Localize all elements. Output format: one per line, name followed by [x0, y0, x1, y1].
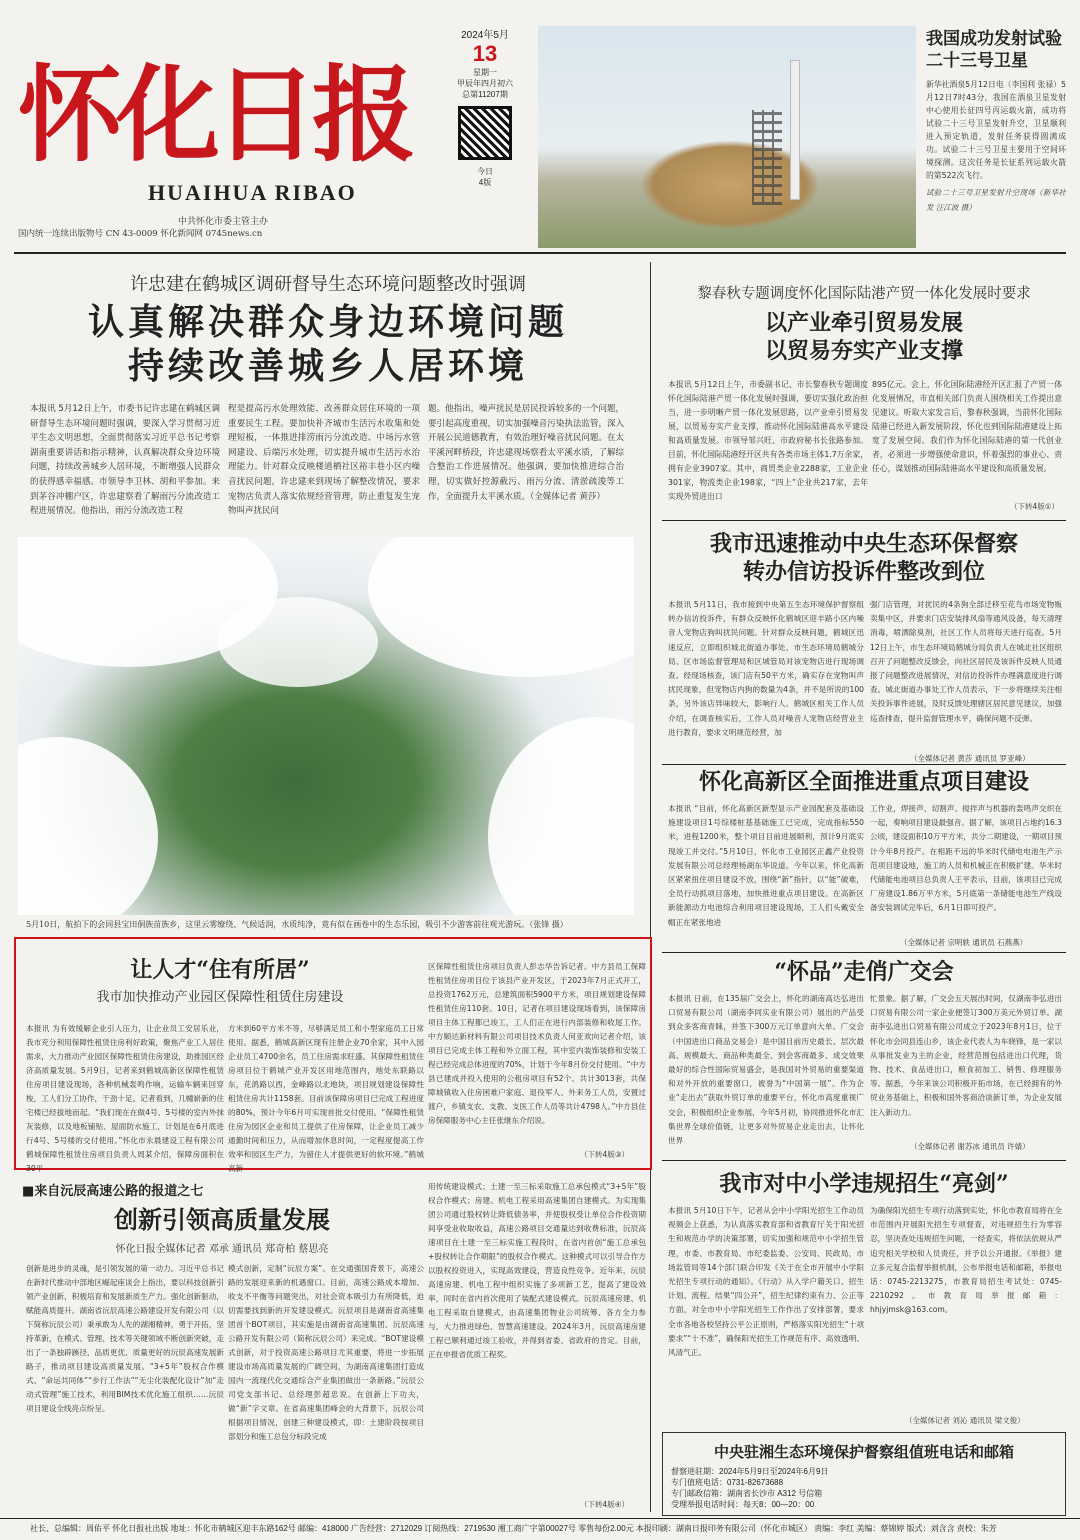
- cloud: [18, 737, 158, 915]
- talent-col2: 方米到60平方米不等，尽够满足员工和小型家庭员工日常使用。据悉，鹤城高新区现有注册企业70余家，其中入园企业员工4700余名，员工住房需求旺盛。其保障性租赁住房项目位于鹤城产业开发区用地范围内，地处东联路以东，花鸽路以西，金峰路以北地块，项目规划建设保障性租赁住房共计1158套。目前该保障房项目已完成工程进度的80%，预计今年6月可实现首批交付使用。“保障性租赁住房为园区企业和员工提供了住房保障，让企业员工减少通勤时间和压力，从而增加休息时间，一定程度提高工作效率和园区生产力，为留住人才提供更好的软环境。”鹤城高新: [228, 1024, 424, 1173]
- highway-col3: 用传统建设模式；土建一至三标采取施工总承包模式“3+5年”股权合作模式；房建、机电工程采用高速集团自建模式。为实现集团公司通过股权转让降低债务率，并使股权受让单位合作投资期间享受业收取收益，高速公路项目交通量达到收费标准，沅辰高速项目在土建一至三标实施工程段时，在省内首创“施工总承包+股权转让合作期限”的股权合作模式。这种模式可以引导合作方以股权投资进入，实现高效建设，营造良性竞争。近年来，沅辰高速房建、机电工程中组织实施了多项新工艺，提高了建设效率，同时在省内首次使用了装配式建设模式。沅辰高速房建、机电工程采取自建模式，由高速集团物业公司统筹、各方全力参与，大力推进绿色、智慧高速建设。2024年3月，沅辰高速房建工程已顺利通过竣工验收，并得到省委、省政府的肯定。目前，正在申报省优质工程奖。: [428, 1182, 646, 1359]
- divider: [662, 520, 1066, 521]
- masthead: [18, 20, 458, 240]
- cantonfair-col2: 忙景象。据了解，广交会五天展出时间，仅湖南李弘进出口贸易有限公司一家企业便签订300万美元外贸订单。湖南李弘进出口贸易有限公司成立于2023年8月1日，位于怀化市会同县连山乡，该企业代表人为车晓锋，是一家以从事批发业为主的企业，经营范围包括进出口代理，货物、技术、食品进出口，粮食初加工、销售、修理服务等。据悉，今年来该公司积极开拓市场，在已经拥有的外贸业务基础上，积极和国外客商洽谈新订单，为企业发展注入新动力。: [870, 994, 1062, 1117]
- petition-col1: 本报讯 5月11日，我市接到中央第五生态环境保护督察组转办信访投诉件，有群众反映怀化鹤城区迎丰路小区内噪音人宠物店狗叫扰民问题。针对群众反映问题，鹤城区迅速反应，立即组织城北街道办事处、市生态环境局鹤城分局、区市场监督管理局和区城管局对该宠物店进行现场调查。经现场核查，该门店有50平方米，确实存在宠物叫声扰民现象，但宠物店内狗的数量为4条，并不是所说的100条，另外该店异味较大，影响行人。鹤城区相关工作人员介绍，在调查核实后，工作人员对噪音人宠物店经营业主进行教育，要求文明规范经营，加: [668, 600, 864, 737]
- enroll-col1: 本报讯 5月10日下午，记者从会中小学阳光招生工作动员视频会上获悉，为认真落实教育部和省教育厅关于阳光招生和规范办学的决策部署，切实加强和规范中小学招生管理，市委、市教育局、市纪委监委、公安局、民政局、市场监管局等14个部门联合印发《关于在全市开展中小学阳光招生专项行动的通知》。《行动》从入学户籍关口、招生计划、流程、结果“四公开”，招生纪律约束有力、公正等方面，对全市中小学阳光招生工作作出了安排部署，要求全市各地各校坚持公平公正原则，严格落实阳光招生“十项要求”“十不准”，确保阳光招生工作规范有序、高效透明、风清气正。: [668, 1206, 864, 1358]
- sponsor-line: 中共怀化市委主管主办: [178, 217, 269, 227]
- issue-number: 总第11207期: [462, 90, 508, 99]
- trade-col2: 895亿元。会上，怀化国际陆港经开区汇报了产贸一体化发展情况，市直相关部门负责人围绕相关工作提出意见建议。听取大家发言后，黎春秋强调，当前怀化国际陆港已经进入新发展阶段，怀化也到国际陆港建设上拓宽了发展空间。我们作为怀化国际陆港的第一代创业者，必须进一步增强使命意识，怀着强烈的事业心、责任心，谋划推动国际陆港高水平建设和高质量发展。: [872, 380, 1062, 473]
- petition-col2: 强门店管理，对扰民的4条狗全部迁移至花鸟市场宠物贩卖集中区，并要求门店安装排风扇等通风设备，每天清理消毒，喷洒除臭剂，社区工作人员将每天进行巡查。5月12日上午，市生态环境局鹤城分局负责人在城北社区组织召开了问题整改反馈会，向社区居民及该诉件反映人员通报了问题整改进展情况，对信访投诉件办理满意度进行调查。城北街道办事处工作人员表示，下一步将继续关注相关投诉事件进展，及时反馈处理辖区居民意见建议，加强巡查排查，提升监督管理水平，确保问题不反弹。: [870, 600, 1062, 723]
- rocket-icon: [790, 60, 800, 200]
- enroll-col2: 为确保阳光招生专项行动落到实处，怀化市教育局将在全市范围内开展阳光招生专项督查，对违规招生行为零容忍，坚决查处违规招生问题，一经查实，将依法依规从严追究相关学校和人员责任，并予以公开通报。《举报》建立多元复合监督举报机制，公布举报电话和邮箱，举报电话：0745-2213275，市教育局招生考试处：0745-2210292。市教育局举报邮箱：hhjyjmsk@163.com。: [870, 1206, 1062, 1315]
- satellite-title: 我国成功发射试验二十三号卫星: [926, 29, 1062, 71]
- satellite-caption: 试验二十三号卫星发射升空现场（新华社发 汪江波 摄）: [926, 188, 1066, 212]
- cantonfair-byline: （全媒体记者 谢苏冰 通讯员 许婧）: [910, 1142, 1030, 1151]
- pages-count: 4版: [478, 178, 492, 187]
- photo-caption: 5月10日，航拍下的会同县宝田侗族苗族乡，这里云雾缭绕、气候适润，水质纯净，竟有似在画卷中的生态乐园，吸引不少游客前往观光游玩。（张锋 摄）: [26, 920, 568, 929]
- trade-kicker: 黎春秋专题调度怀化国际陆港产贸一体化发展时要求: [697, 286, 1031, 302]
- notice-line3: 专门邮政信箱：湖南省长沙市 A312 号信箱: [671, 1489, 823, 1498]
- cantonfair-col1: 本报讯 日前，在135届广交会上，怀化的湖南高达弘进出口贸易有限公司（湖南李同实业有限公司）展出的产品受到众多客商青睐，并签下300万元订单意向大单。广交会（中国进出口商品交易会）是中国目前历史最长、层次最高、规模最大、商品种类最全、到会客商最多、成交效果最好的综合性国际贸易盛会，是我国对外贸易的重要渠道和对外开放的重要窗口，被誉为“中国第一展”。作为企业“走出去”获取外贸订单的重要平台，怀化市高度重视广交会，积极组织企业参展，今年5月初，协同推进怀化市汇集世界全球价值链，让更多对外贸易企业走出去，让怀化世界: [668, 994, 864, 1146]
- trade-col1: 本报讯 5月12日上午，市委副书记、市长黎春秋专题调度怀化国际陆港产贸一体化发展时强调，要切实强化政治担当，进一步明晰产贸一体化发展思路，以产业牵引贸易发展，以贸易夯实产业支撑，推动怀化国际陆港高水平建设和高质量发展。市领导邹兴旺、市政府秘书长张路参加。目前，怀化国际陆港经开区共有各类市场主体1.7万余家，拥有企业3907家。其中，商贸类企业2288家，工业企业301家，物流类企业198家，“四上”企业共217家，去年实现外贸进出口: [668, 380, 868, 501]
- date-year-month: 2024年5月: [461, 30, 509, 41]
- newspaper-logo: 怀化日报: [18, 53, 411, 176]
- highway-byline: 怀化日报全媒体记者 邓承 通讯员 郑奇柏 蔡思亮: [115, 1244, 329, 1255]
- talent-col3: 区保障性租赁住房项目负责人彭志华告诉记者。中方县员工保障性租赁住房项目位于该县产业开发区，于2023年7月正式开工，总投资1762万元，总建筑面积5900平方米，项目规划建设保障性租赁住房110套。10日，记者在项目建设现场看到，该保障房项目主体工程都已竣工，工人们正在进行内部装修和收尾工作。中方顺达新材料有限公司项目技术负责人何亚欢向记者介绍，该项目已完成主体工程和外立面工程，其中室内装饰装修和安装工程已经完成总体进度的70%，计划于今年8月份交付使用。“中方县已建成并投入使用的公租房项目有52个、共计3013套，共保障城镇收入住房困难户家庭、退役军人、外来务工人员，安置过渡户，乡镇支农、支教、支医工作人员等共计4798人。”中方县住房保障服务中心主任张继东介绍说。: [428, 962, 646, 1125]
- publication-number: 国内统一连续出版物号 CN 43-0009 怀化新闻网 0745news.cn: [18, 229, 263, 239]
- lead-col3: 题。他指出，噪声扰民是居民投诉较多的一个问题，要引起高度重视，切实加强噪音污染执法监管，深入开展公民道德教育，有效治理好噪音扰民问题。在太平溪河畔桥段，许忠建现场察看太平溪水质，了解综合整治工作进展情况。他强调，要加快推进综合治理，切实做好控源截污、雨污分流、清淤疏浚等工作，全面提升太平溪水质。（全媒体记者 黄莎）: [428, 404, 624, 502]
- gaoxin-col1: 本报讯 “目前，怀化高新区新型显示产业园配套及基础设施建设项目1号综楼桩基基础施工已完成，完成指标550米，进程1200米，整个项目目前进展顺利，预计9月底实现竣工并交付。”5月10日，怀化市工业园区正鑫产业投资发展有限公司总经理杨湖东华说道。今年以来，怀化高新区紧紧扭住项目建设不放，围绕“新”指针，以“能”破难，全员行动抓项目落地，加快推进重点项目建设。在高新区新能源动力电池综合利用项目建设现场，工人们头戴安全帽正在紧张地进: [668, 804, 864, 927]
- highway-col1: 创新是进步的灵魂，是引领发展的第一动力。习近平总书记在新时代推动中部地区崛起座谈会上指出，要以科技创新引领产业创新，积极培育和发展新质生产力。强化创新驱动，赋能高质提升。湖南省沅辰高速公路建设开发有限公司（以下简称沅辰公司）秉承敢为人先的湖湘精神，勇于开拓，坚持革新，在模式、管理、技术等关键领域不断创新突破，走出了一条独辟蹊径、品质更优、质量更好的沅辰高速发展新路子，推动项目建设高质量发展。“3+5年”股权合作模式、“命运共同体”“步行工作法”“无尘化装配化设计”加“走动式管理”施工技术，利用BIM技术优化施工组织……沅辰项目建设全线亮点纷呈。: [26, 1264, 224, 1413]
- satellite-body: 新华社酒泉5月12日电（李国利 张禄）5月12日7时43分，我国在酒泉卫星发射中心使用长征四号丙运载火箭，成功将试验二十三号卫星发射升空，卫星顺利进入预定轨道，发射任务获得圆满成功。试验二十三号卫星主要用于空间环境探测。这次任务是长征系列运载火箭的第522次飞行。: [926, 80, 1066, 180]
- footer: 社长、总编辑：周佑平 怀化日报社出版 地址：怀化市鹤城区迎丰东路162号 邮编：418000 广告经营：2712029 订阅热线：2719530 湘工商广字第00027号 零售每份2.00元 本报印刷：湖南日报印务有限公司（怀化市城区） 责编：李红 美编：蔡锦婷 版式：刘含含 责校：朱芳: [0, 1518, 1080, 1540]
- lead-title-line1: 认真解决群众身边环境问题: [87, 301, 568, 343]
- gaoxin-col2: 工作业，焊接声、切割声、搅拌声与机器的轰鸣声交织在一起，奏响项目建设最强音。据了解，该项目占地约16.3公顷，建设面积10万平方米，共分二期建设，一期项目预计今年8月投产。在相距不远的华米时代储电电池生产示范项目建设地，施工的人员和机械正在积极扩建。华米时代储能电池项目总负责人王平表示，目前，该项目已完成厂房建设1.86万平方米，5月底第一条储能电池生产线设备安装调试完毕后，6月1日即可投产。: [870, 804, 1062, 913]
- date-day: 13: [472, 41, 498, 66]
- petition-title-line1: 我市迅速推动中央生态环保督察: [709, 531, 1018, 557]
- date-lunar: 甲辰年四月初六: [457, 79, 513, 88]
- notice-line4: 受理举报电话时间：每天8：00—20：00: [671, 1500, 815, 1509]
- launch-tower: [752, 110, 782, 205]
- lead-title-line2: 持续改善城乡人居环境: [127, 345, 528, 387]
- aerial-landscape-photo: [18, 537, 634, 915]
- trade-story: [662, 282, 1066, 365]
- highway-col2: 模式创新，定制“沅辰方案”。在交通强国背景下，高速公路的发展迎来新的机遇窗口。目前，高速公路成本增加、收支不平衡等问题突出，对社会资本吸引力有所降低，迫切需要找到新的开发建设模式。沅辰项目是湖南省高速集团首个BOT项目，其实施是由湖南省高速集团、沅辰高速公路开发有限公司（简称沅辰公司）来完成。“BOT建设模式创新，对于投资高速公路项目尤其重要，将进一步拓展建设市场高质量发展的广阔空间，为湖南高速集团打造成国内一流现代化交通综合产业集团做出一条新路。”沅辰公司党支部书记、总经理彭超忠说。在创新上下功夫，做“新”字文章。在省高速集团峰会的大背景下，沅辰公司根据项目情况，创建三种建设模式，即：土建阶段按项目部划分和施工总包分标段完成: [228, 1264, 424, 1441]
- cantonfair-title: “怀品”走俏广交会: [774, 959, 954, 985]
- notice-title: 中央驻湘生态环境保护督察组值班电话和邮箱: [713, 1443, 1014, 1461]
- qr-code-icon: [458, 106, 512, 160]
- notice-box: [662, 1432, 1066, 1516]
- lead-col1: 本报讯 5月12日上午，市委书记许忠建在鹤城区调研督导生态环境问题时强调，要深入学习贯彻习近平生态文明思想，全面贯彻落实习近平总书记考察湖南重要讲话和指示精神，认真解决群众身边环境问题，持续改善城乡人居环境，不断增强人民群众的获得感幸福感。市领导李卫林、胡和平参加。来到茅谷冲棚户区，许忠建察看了解雨污分流改造工程进展情况。他指出，雨污分流改造工程: [30, 404, 220, 517]
- talent-subtitle: 我市加快推动产业园区保障性租赁住房建设: [96, 990, 344, 1005]
- highway-title: 创新引领高质量发展: [114, 1205, 330, 1234]
- cloud: [368, 537, 634, 677]
- trade-title-line1: 以产业牵引贸易发展: [764, 310, 963, 336]
- enroll-title: 我市对中小学违规招生“亮剑”: [719, 1171, 1009, 1197]
- talent-title: 让人才“住有所居”: [130, 957, 310, 983]
- lead-kicker: 许忠建在鹤城区调研督导生态环境问题整改时强调: [130, 274, 526, 295]
- pages-label: 今日: [477, 167, 493, 176]
- notice-line1: 督察进驻期：2024年5月9日至2024年6月9日: [671, 1467, 829, 1476]
- highway-jump[interactable]: （下转4版④）: [580, 1500, 629, 1509]
- petition-title-line2: 转办信访投诉件整改到位: [742, 559, 985, 585]
- petition-story: [662, 530, 1066, 586]
- date-weekday: 星期一: [473, 68, 497, 77]
- header-divider: [14, 252, 1066, 254]
- satellite-story: [926, 28, 1066, 215]
- cloud: [488, 717, 634, 915]
- petition-byline: （全媒体记者 黄莎 通讯员 罗亚峰）: [910, 754, 1030, 763]
- lead-col2: 程是提高污水处理效能、改善群众居住环境的一项重要民生工程。要加快补齐城市生活污水收集和处理短板，一体推进排涝雨污分流改造、中场污水管网建设、后端污水处理，切实提升城市生活污水治理能力。针对群众反映楼道栖社区裕丰巷小区内噪音扰民问题，许忠建来到现场了解整改情况，要求宠物店负责人落实依规经营管理，防止重复发生宠物叫声扰民问: [228, 404, 420, 517]
- notice-line2: 专门值班电话：0731-82673688: [671, 1478, 784, 1487]
- divider: [662, 1160, 1066, 1161]
- enroll-byline: （全媒体记者 刘沁 通讯员 梁文俊）: [905, 1416, 1025, 1425]
- cloud: [218, 597, 378, 687]
- series-label: ■来自沅辰高速公路的报道之七: [22, 1184, 204, 1199]
- date-box: [440, 20, 530, 240]
- gaoxin-title: 怀化高新区全面推进重点项目建设: [698, 769, 1029, 795]
- trade-title-line2: 以贸易夯实产业支撑: [764, 338, 963, 364]
- divider: [662, 952, 1066, 953]
- gaoxin-byline: （全媒体记者 宗明轶 通讯员 石燕燕）: [900, 938, 1028, 947]
- lead-story: [18, 270, 638, 388]
- talent-jump[interactable]: （下转4版③）: [580, 1150, 629, 1159]
- column-divider: [650, 262, 651, 1512]
- trade-jump[interactable]: （下转4版①）: [1010, 502, 1059, 511]
- divider: [662, 764, 1066, 765]
- newspaper-pinyin: HUAIHUA RIBAO: [148, 180, 357, 205]
- talent-col1: 本报讯 为有效缓解企业引人压力，让企业员工安居乐业，我市充分利用保障性租赁住房利好政策，聚焦产业工人居住需求，大力推动产业园区保障性租赁住房建设，助推园区经济高质量发展。5月9日，记者来到鹤城高新区保障性租赁住房项目建设现场，各种机械轰鸣作响，运输车辆来回穿梭，工人们分工协作，干劲十足。记者看到，几幢崭新的住宅楼已经拔地而起。“我们现在在做4号、5号楼的室内外抹灰装修，以及地板铺贴、屋面防水施工，计划是在6月底进行4号、5号楼的交付使用。”怀化市永晨建设工程有限公司鹤城保障性租赁住房项目负责人周某介绍，保障房面积在30平: [26, 1024, 224, 1173]
- talent-story: [22, 956, 418, 1005]
